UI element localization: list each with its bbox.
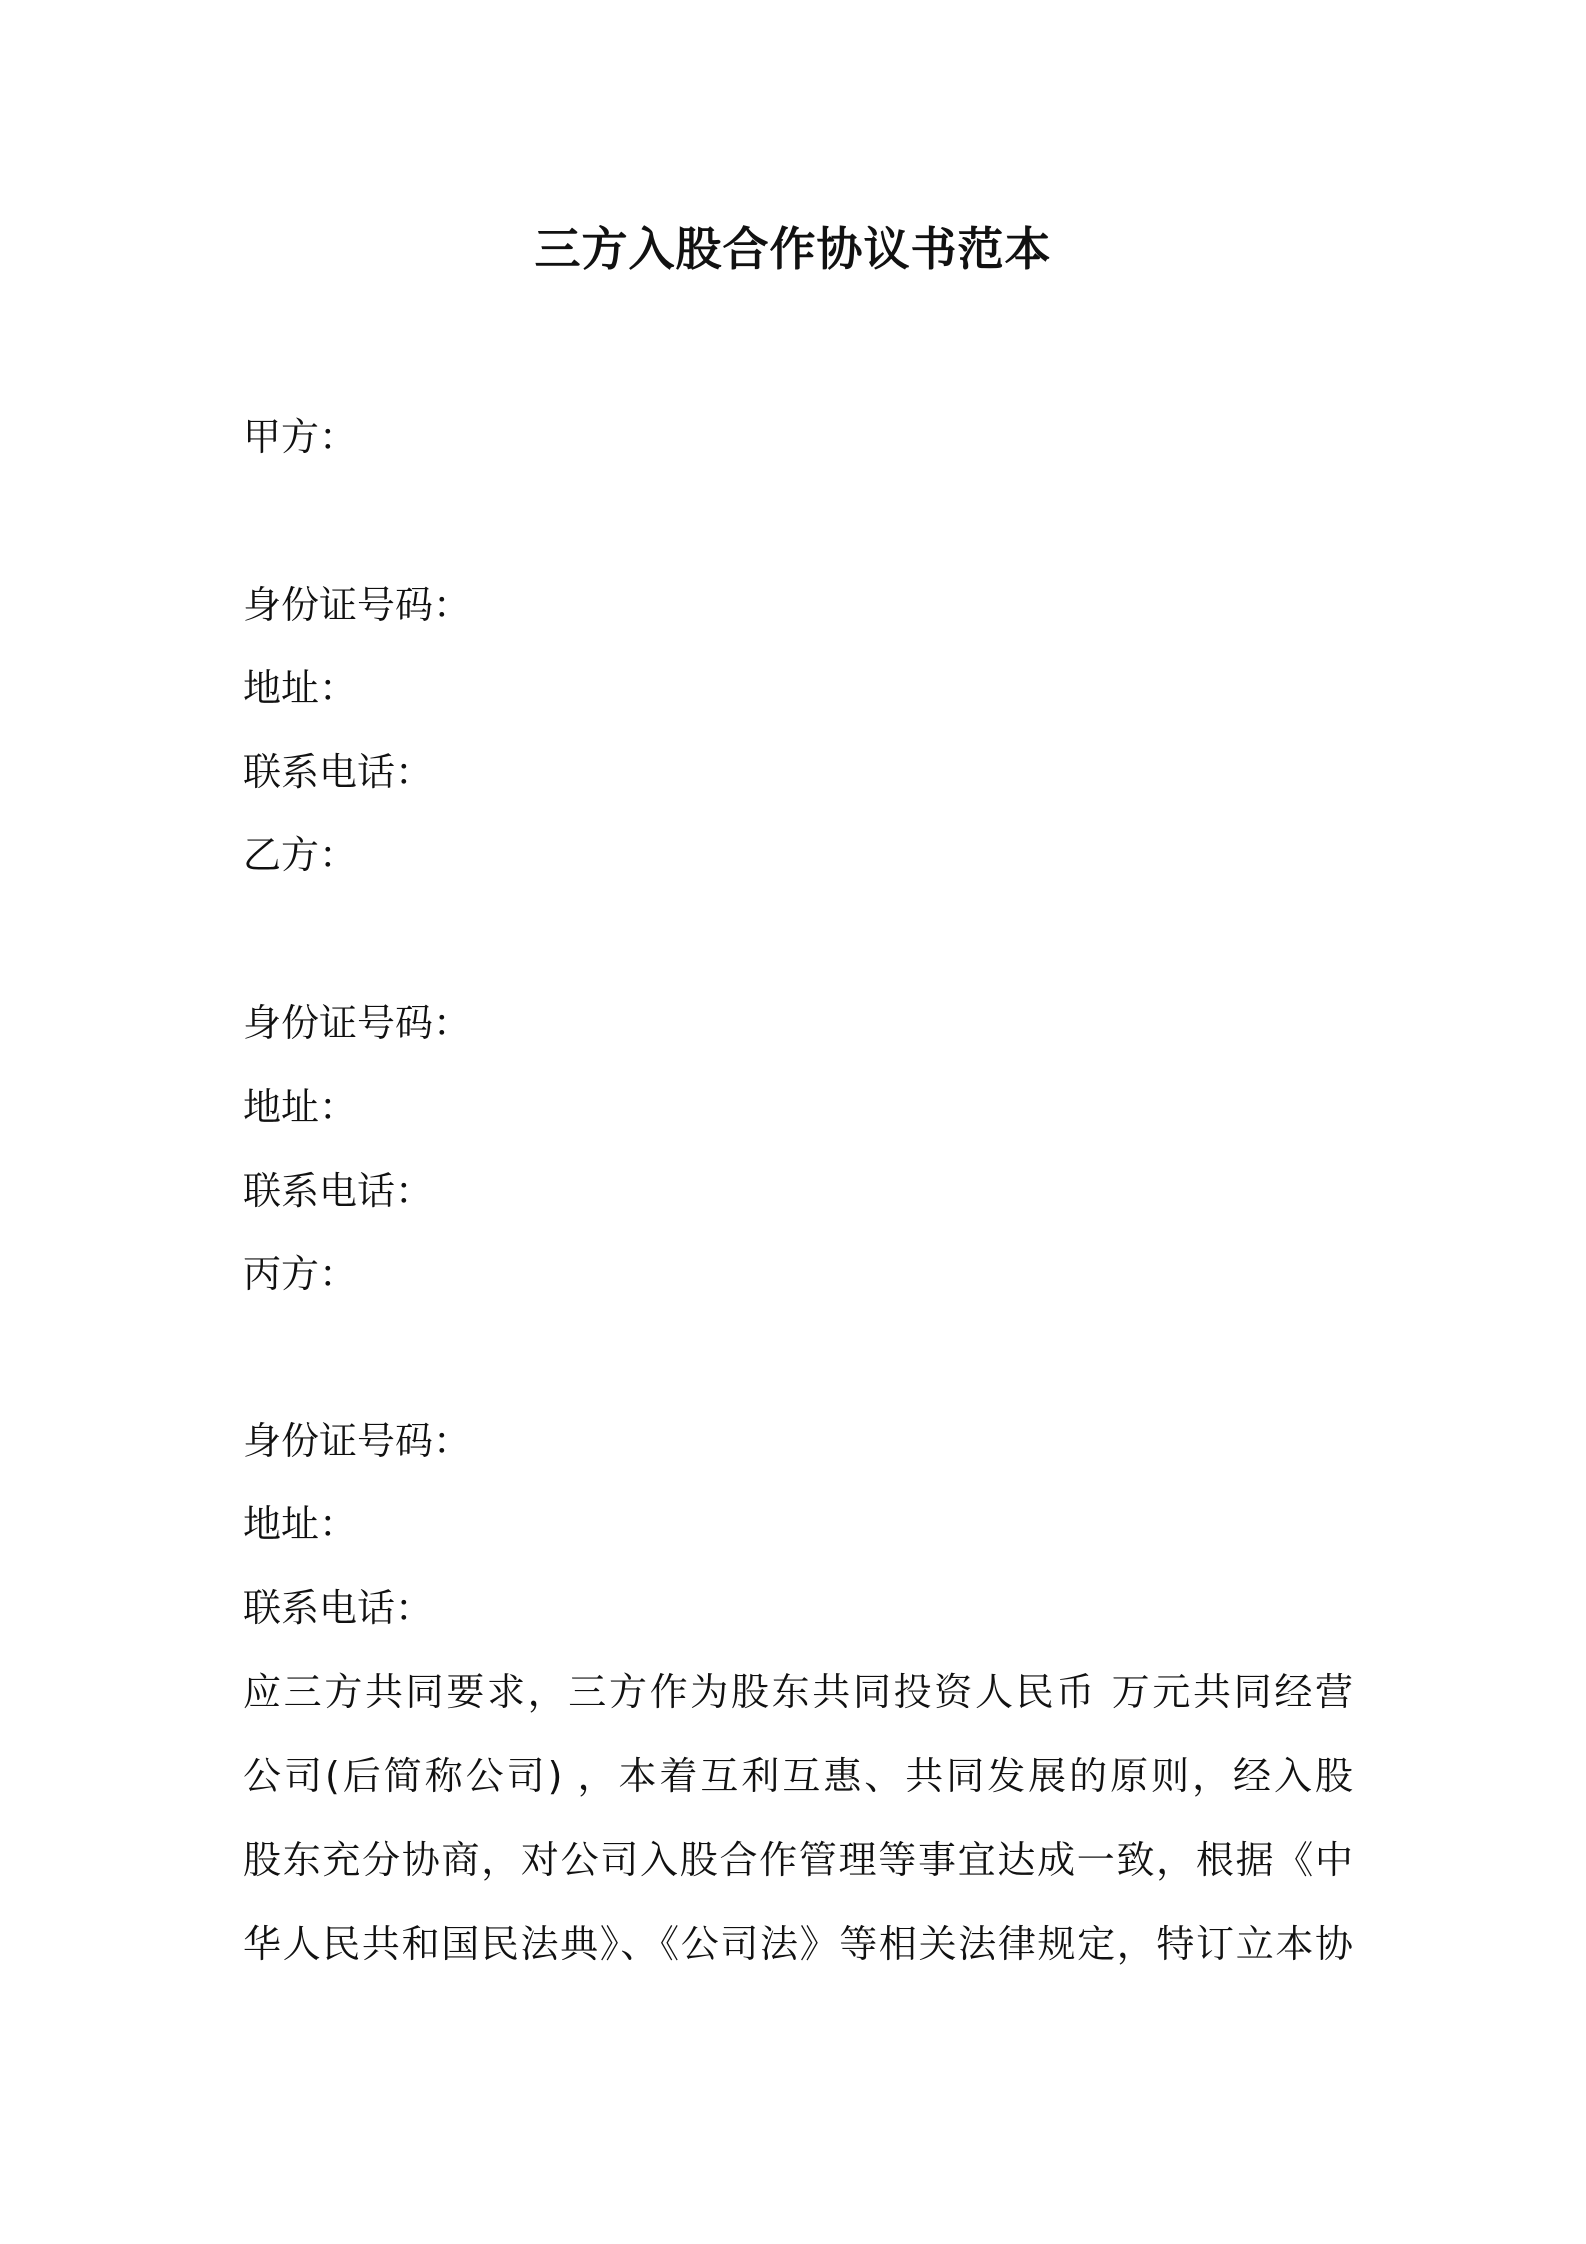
- agreement-preamble-paragraph: [243, 1650, 1353, 1986]
- party-c-phone-label: 联系电话：: [243, 1586, 434, 1630]
- party-a-phone-label: 联系电话：: [243, 750, 434, 794]
- preamble-line: 华人民共和国民法典》、《公司法》等相关法律规定，特订立本协: [243, 1922, 1353, 1966]
- party-b-address-label: 地址：: [243, 1085, 358, 1129]
- document-title: 三方入股合作协议书范本: [534, 222, 1052, 276]
- party-a-id-label: 身份证号码：: [243, 583, 472, 627]
- preamble-line: 股东充分协商，对公司入股合作管理等事宜达成一致，根据《中: [243, 1838, 1353, 1882]
- party-c-id-label: 身份证号码：: [243, 1419, 472, 1463]
- party-a-address-label: 地址：: [243, 666, 358, 710]
- party-b-id-label: 身份证号码：: [243, 1001, 472, 1045]
- preamble-line: 应三方共同要求，三方作为股东共同投资人民币 万元共同经营: [243, 1670, 1353, 1714]
- party-c-name-label: 丙方：: [243, 1252, 358, 1296]
- party-b-phone-label: 联系电话：: [243, 1169, 434, 1213]
- party-b-name-label: 乙方：: [243, 833, 358, 877]
- party-a-name-label: 甲方：: [243, 415, 358, 459]
- preamble-line: 公司(后简称公司) ，本着互利互惠、共同发展的原则，经入股: [243, 1754, 1353, 1798]
- party-c-address-label: 地址：: [243, 1502, 358, 1546]
